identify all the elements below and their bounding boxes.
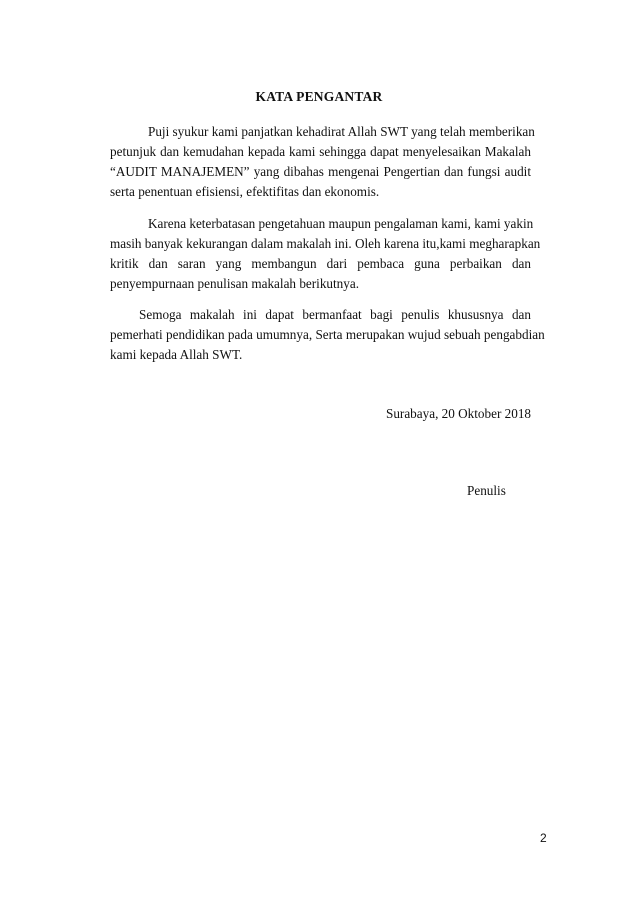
- paragraph-hope: [110, 305, 545, 365]
- date-line: Surabaya, 20 Oktober 2018: [386, 406, 532, 421]
- paragraph-limitations: [110, 214, 541, 294]
- paragraph-line: pemerhati pendidikan pada umumnya, Serta merupakan wujud sebuah pengabdian: [110, 327, 545, 342]
- paragraph-gratitude: [110, 122, 535, 202]
- paragraph-line: penyempurnaan penulisan makalah berikutnya.: [110, 276, 360, 291]
- paragraph-line: petunjuk dan kemudahan kepada kami sehingga dapat menyelesaikan Makalah: [110, 144, 531, 159]
- paragraph-line: “AUDIT MANAJEMEN” yang dibahas mengenai Pengertian dan fungsi audit: [110, 164, 531, 179]
- paragraph-line: kritik dan saran yang membangun dari pembaca guna perbaikan dan: [110, 256, 531, 271]
- document-body: [110, 122, 545, 365]
- paragraph-line: kami kepada Allah SWT.: [110, 347, 243, 362]
- signer-name: Penulis: [467, 483, 506, 498]
- paragraph-line: serta penentuan efisiensi, efektifitas dan ekonomis.: [110, 184, 380, 199]
- paragraph-line: Semoga makalah ini dapat bermanfaat bagi penulis khususnya dan: [139, 307, 531, 322]
- document-title: KATA PENGANTAR: [255, 89, 383, 104]
- paragraph-line: Puji syukur kami panjatkan kehadirat Allah SWT yang telah memberikan: [148, 124, 535, 139]
- paragraph-line: masih banyak kekurangan dalam makalah ini. Oleh karena itu,kami megharapkan: [110, 236, 541, 251]
- paragraph-line: Karena keterbatasan pengetahuan maupun pengalaman kami, kami yakin: [148, 216, 534, 231]
- page-number: 2: [540, 831, 547, 845]
